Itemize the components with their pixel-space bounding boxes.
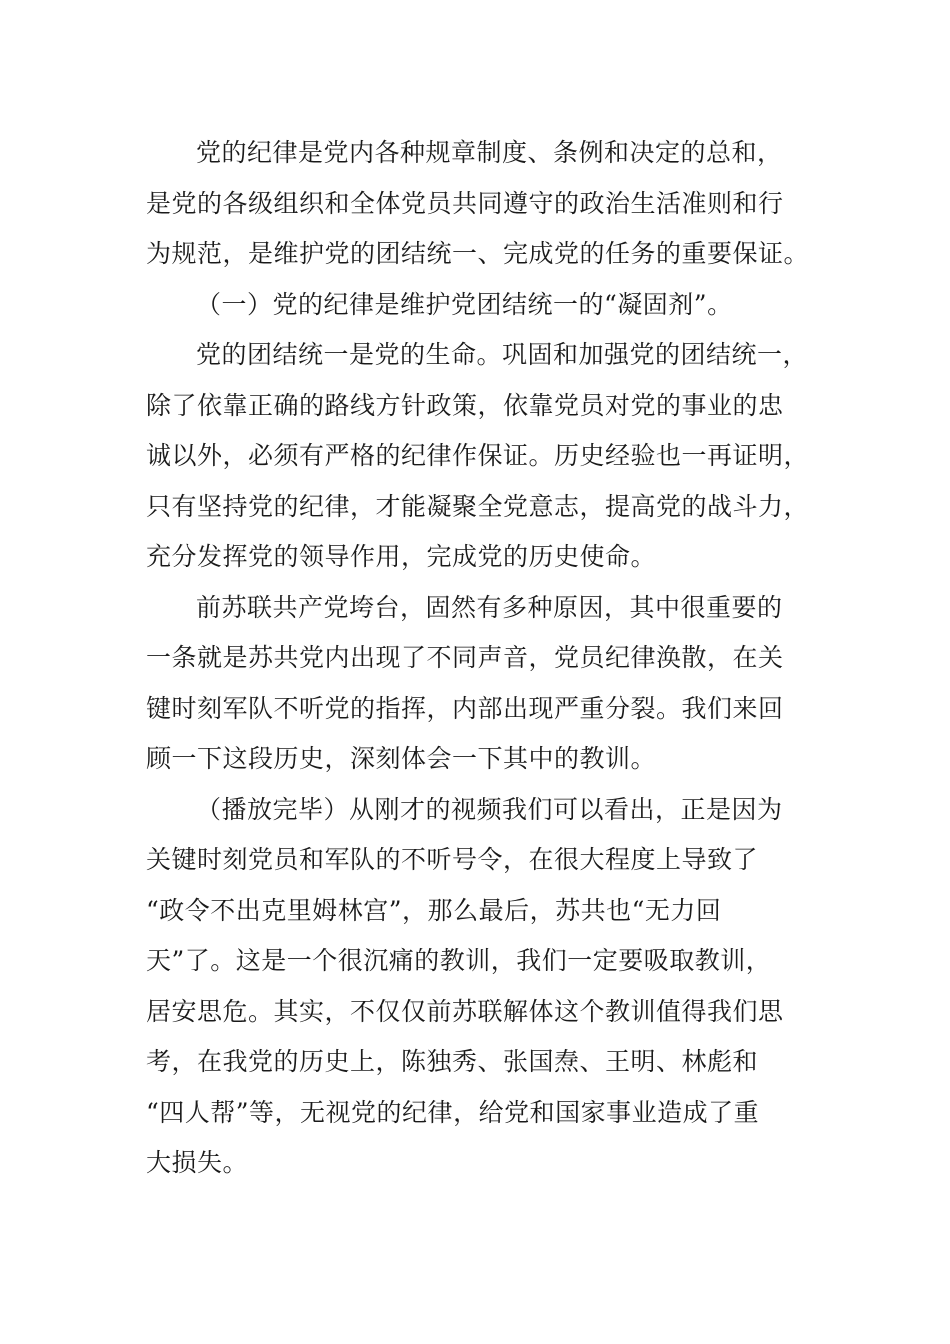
text-line: “四人帮”等，无视党的纪律，给党和国家事业造成了重 [146,1097,760,1127]
text-line: 天”了。这是一个很沉痛的教训，我们一定要吸取教训， [146,946,772,975]
text-line: 除了依靠正确的路线方针政策，依靠党员对党的事业的忠 [146,390,784,420]
text-line: 关键时刻党员和军队的不听号令，在很大程度上导致了 [146,845,759,874]
text-line: 为规范，是维护党的团结统一、完成党的任务的重要保证。 [146,239,810,268]
text-line: 前苏联共产党垮台，固然有多种原因，其中很重要的 [196,592,783,622]
text-line: 一条就是苏共党内出现了不同声音，党员纪律涣散，在关 [146,643,784,672]
document-body [146,128,810,1189]
text-line: 键时刻军队不听党的指挥，内部出现严重分裂。我们来回 [146,693,784,723]
section-heading: （一）党的纪律是维护党团结统一的“凝固剂”。 [196,289,733,319]
text-line: 大损失。 [146,1148,249,1177]
text-line: 充分发挥党的领导作用，完成党的历史使命。 [146,542,657,571]
text-line: 考，在我党的历史上，陈独秀、张国焘、王明、林彪和 [146,1047,759,1076]
text-line: 党的纪律是党内各种规章制度、条例和决定的总和， [196,138,783,167]
text-line: 党的团结统一是党的生命。巩固和加强党的团结统一， [196,340,809,369]
text-line: 顾一下这段历史，深刻体会一下其中的教训。 [146,744,657,773]
text-line: 诚以外，必须有严格的纪律作保证。历史经验也一再证明， [146,441,810,470]
text-line: 是党的各级组织和全体党员共同遵守的政治生活准则和行 [146,188,784,218]
text-line: 只有坚持党的纪律，才能凝聚全党意志，提高党的战斗力， [146,491,810,521]
text-line: 居安思危。其实，不仅仅前苏联解体这个教训值得我们思 [146,996,784,1026]
text-line: （播放完毕）从刚才的视频我们可以看出，正是因为 [196,794,783,824]
text-line: “政令不出克里姆林宫”，那么最后，苏共也“无力回 [146,895,722,925]
